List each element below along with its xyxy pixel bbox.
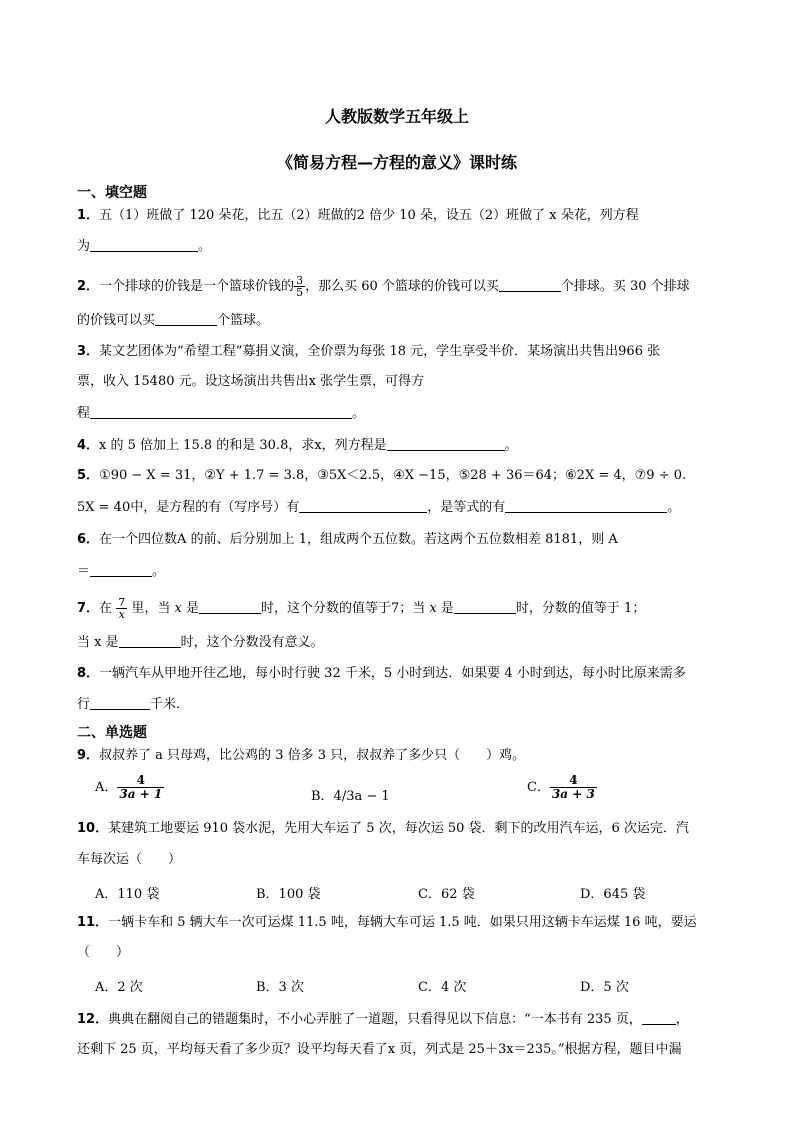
option-a[interactable]: A． $\frac{4}{3a + 1}$ [95,773,163,801]
question-3-line-1: 3．某文艺团体为“希望工程”募捐义演，全价票为每张 18 元，学生享受半价．某场演出共售出966 张 [77,344,661,359]
question-3-line-3: 程 。 [77,406,366,421]
section-fill-in: 一、填空题 [77,185,147,201]
question-number: 1． [77,208,100,223]
answer-blank[interactable] [90,695,150,710]
answer-blank[interactable] [505,498,667,513]
question-3-line-2: 票，收入 15480 元。设这场演出共售出x 张学生票，可得方 [77,374,425,389]
option-d[interactable]: D．5 次 [580,980,629,995]
question-4: 4．x 的 5 倍加上 15.8 的和是 30.8，求x，列方程是 。 [77,438,518,453]
question-12-line-2: 还剩下 25 页，平均每天看了多少页？设平均每天看了x 页，列式是 25＋3x＝235。”根据方程，题目中漏 [77,1042,682,1057]
answer-blank[interactable] [642,1010,676,1025]
answer-blank[interactable] [299,498,427,513]
page-title: 人教版数学五年级上 [324,107,469,126]
page-subtitle: 《简易方程—方程的意义》课时练 [276,153,517,172]
answer-blank[interactable] [90,562,152,577]
option-c[interactable]: C．62 袋 [418,887,475,902]
question-7-line-1: 7．在 $\frac{7}{x}$ 里，当 x 是 时，这个分数的值等于7；当 x 是 时，分数的值等于 1； [77,596,646,621]
answer-blank[interactable] [90,237,198,252]
question-text: 五（1）班做了 120 朵花，比五（2）班做的2 倍少 10 朵，设五（2）班做了 x 朵花，列方程 [99,208,639,223]
question-8-line-1: 8．一辆汽车从甲地开往乙地，每小时行驶 32 千米，5 小时到达．如果要 4 小时到达，每小时比原来需多 [77,666,686,681]
question-6-line-2: ＝ 。 [77,564,166,579]
option-c[interactable]: C． $\frac{4}{3a + 3}$ [527,773,595,801]
fraction-three-fifths: $\frac{3}{5}$ [296,274,304,299]
answer-blank[interactable] [199,599,261,614]
option-b[interactable]: B．4/3a − 1 [311,789,390,804]
question-11-line-2: （ ） [77,945,130,960]
fraction-seven-over-x: $\frac{7}{x}$ [118,596,126,621]
option-a[interactable]: A．110 袋 [95,887,160,902]
question-11-line-1: 11．一辆卡车和 5 辆大车一次可运煤 11.5 吨，每辆大车可运 1.5 吨．如果只用这辆卡车运煤 16 吨，要运 [77,915,697,930]
question-12-line-1: 12．典典在翻阅自己的错题集时，不小心弄脏了一道题，只看得见以下信息：“一本书有 235 页， ， [77,1012,689,1027]
question-10-line-1: 10．某建筑工地要运 910 袋水泥，先用大车运了 5 次，每次运 50 袋．剩下的改用汽车运，6 次运完．汽 [77,821,689,836]
option-b[interactable]: B．3 次 [256,980,304,995]
option-c[interactable]: C．4 次 [418,980,467,995]
question-10-line-2: 车每次运（ ） [77,852,182,867]
question-2-line-1: 2．一个排球的价钱是一个篮球价钱的 $\frac{3}{5}$ ，那么买 60 个篮球的价钱可以买 个排球。买 30 个排球 [77,274,690,299]
answer-blank[interactable] [499,277,561,292]
option-a[interactable]: A．2 次 [95,980,143,995]
answer-blank[interactable] [155,311,217,326]
section-single-choice: 二、单选题 [77,725,147,741]
question-6-line-1: 6．在一个四位数A 的前、后分别加上 1，组成两个五位数。若这两个五位数相差 8181，则 A [77,532,618,547]
option-b[interactable]: B．100 袋 [256,887,321,902]
question-5-line-2: 5X = 40中，是方程的有（写序号）有 ，是等式的有 。 [77,500,681,515]
question-2-line-2: 的价钱可以买 个篮球。 [77,313,270,328]
option-d[interactable]: D．645 袋 [580,887,646,902]
answer-blank[interactable] [387,436,505,451]
question-1-line-2: 为 。 [77,239,212,254]
question-7-line-2: 当 x 是 时，这个分数没有意义。 [77,635,324,650]
question-1-line-1 [77,207,639,225]
question-5-line-1: 5．①90 − X = 31，②Y + 1.7 = 3.8，③5X＜2.5，④X −15，⑤28 + 36＝64；⑥2X = 4，⑦9 ÷ 0. [77,468,687,483]
answer-blank[interactable] [119,633,181,648]
question-9: 9．叔叔养了 a 只母鸡，比公鸡的 3 倍多 3 只，叔叔养了多少只（ ）鸡。 [77,748,526,763]
answer-blank[interactable] [454,599,516,614]
answer-blank[interactable] [90,404,352,419]
question-8-line-2: 行 千米． [77,697,190,712]
